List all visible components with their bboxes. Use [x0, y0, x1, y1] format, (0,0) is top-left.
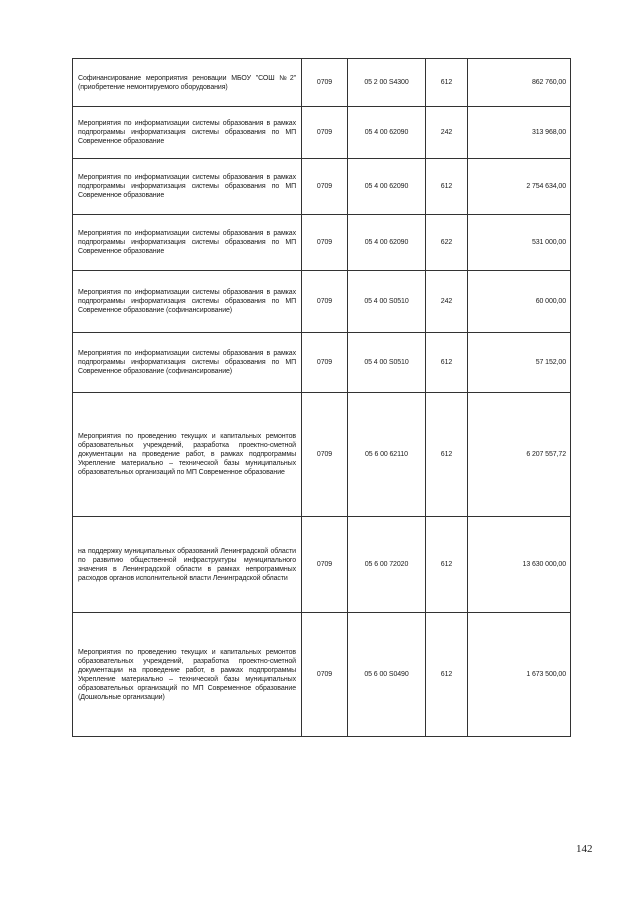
row-name-cell: Мероприятия по информатизации системы образования в рамках подпрограммы информатизация системы образования по МП Современное образование	[73, 107, 302, 159]
row-name-cell: Мероприятия по проведению текущих и капитальных ремонтов образовательных учреждений, разработка проектно-сметной документации на проведение работ, в рамках подпрограммы Укрепление материально – технической базы муниципальных образовательных организаций по МП Современное образование	[73, 393, 302, 517]
budget-table	[72, 58, 571, 737]
row-section-cell: 0709	[302, 333, 348, 393]
row-type-cell: 242	[426, 271, 468, 333]
row-type-cell: 622	[426, 215, 468, 271]
table-row	[73, 59, 571, 107]
row-section-cell: 0709	[302, 159, 348, 215]
row-name-cell: Софинансирование мероприятия реновации МБОУ "СОШ №2" (приобретение немонтируемого оборудования)	[73, 59, 302, 107]
row-sum-cell: 531 000,00	[468, 215, 571, 271]
row-type-cell: 612	[426, 517, 468, 613]
row-sum-cell: 2 754 634,00	[468, 159, 571, 215]
table-row	[73, 517, 571, 613]
row-type-cell: 612	[426, 613, 468, 737]
row-name-cell: Мероприятия по информатизации системы образования в рамках подпрограммы информатизация системы образования по МП Современное образование (софинансирование)	[73, 333, 302, 393]
row-section-cell: 0709	[302, 517, 348, 613]
row-target-cell: 05 4 00 62090	[348, 215, 426, 271]
row-sum-cell: 313 968,00	[468, 107, 571, 159]
row-sum-cell: 1 673 500,00	[468, 613, 571, 737]
table-row	[73, 215, 571, 271]
row-target-cell: 05 4 00 62090	[348, 159, 426, 215]
row-name-cell: Мероприятия по проведению текущих и капитальных ремонтов образовательных учреждений, разработка проектно-сметной документации на проведение работ, в рамках подпрограммы Укрепление материально – технической базы муниципальных образовательных организаций по МП Современное образование (Дошкольные организации)	[73, 613, 302, 737]
table-row	[73, 271, 571, 333]
row-type-cell: 612	[426, 59, 468, 107]
row-type-cell: 612	[426, 393, 468, 517]
row-sum-cell: 6 207 557,72	[468, 393, 571, 517]
row-target-cell: 05 4 00 S0510	[348, 333, 426, 393]
row-name-cell: на поддержку муниципальных образований Ленинградской области по развитию общественной инфраструктуры муниципального значения в Ленинградской области в рамках непрограммных расходов органов исполнительной власти Ленинградской области	[73, 517, 302, 613]
row-section-cell: 0709	[302, 107, 348, 159]
row-target-cell: 05 4 00 S0510	[348, 271, 426, 333]
row-sum-cell: 57 152,00	[468, 333, 571, 393]
row-section-cell: 0709	[302, 613, 348, 737]
row-section-cell: 0709	[302, 215, 348, 271]
table-row	[73, 107, 571, 159]
table-row	[73, 159, 571, 215]
row-type-cell: 612	[426, 333, 468, 393]
row-sum-cell: 13 630 000,00	[468, 517, 571, 613]
table-row	[73, 393, 571, 517]
table-row	[73, 613, 571, 737]
row-sum-cell: 862 760,00	[468, 59, 571, 107]
row-type-cell: 242	[426, 107, 468, 159]
row-target-cell: 05 4 00 62090	[348, 107, 426, 159]
page-number: 142	[576, 843, 593, 855]
row-section-cell: 0709	[302, 271, 348, 333]
row-target-cell: 05 6 00 72020	[348, 517, 426, 613]
row-name-cell: Мероприятия по информатизации системы образования в рамках подпрограммы информатизация системы образования по МП Современное образование (софинансирование)	[73, 271, 302, 333]
row-target-cell: 05 6 00 62110	[348, 393, 426, 517]
row-sum-cell: 60 000,00	[468, 271, 571, 333]
row-section-cell: 0709	[302, 59, 348, 107]
row-section-cell: 0709	[302, 393, 348, 517]
row-target-cell: 05 2 00 S4300	[348, 59, 426, 107]
table-row	[73, 333, 571, 393]
row-name-cell: Мероприятия по информатизации системы образования в рамках подпрограммы информатизация системы образования по МП Современное образование	[73, 159, 302, 215]
row-name-cell: Мероприятия по информатизации системы образования в рамках подпрограммы информатизация системы образования по МП Современное образование	[73, 215, 302, 271]
row-target-cell: 05 6 00 S0490	[348, 613, 426, 737]
row-type-cell: 612	[426, 159, 468, 215]
